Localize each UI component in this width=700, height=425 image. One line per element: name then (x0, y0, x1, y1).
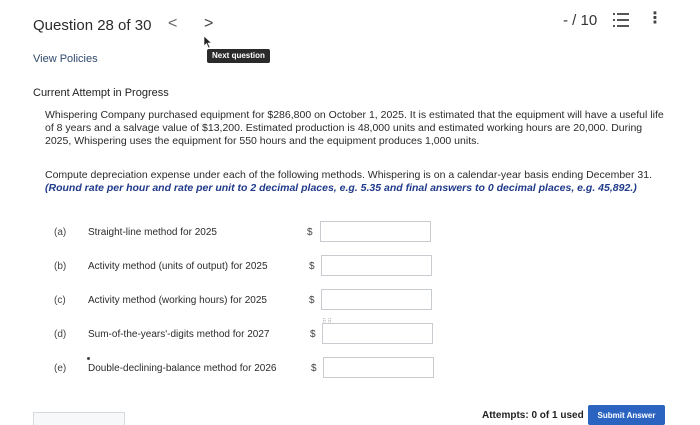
partial-button-stub[interactable] (33, 412, 125, 425)
attempts-counter: Attempts: 0 of 1 used (482, 410, 584, 421)
part-row-c (0, 289, 700, 315)
part-letter: (c) (54, 295, 66, 306)
part-letter: (b) (54, 261, 67, 272)
submit-answer-button[interactable]: Submit Answer (588, 405, 665, 425)
currency-symbol: $ (310, 329, 316, 340)
part-letter: (a) (54, 227, 67, 238)
next-question-icon[interactable]: > (204, 15, 214, 32)
question-counter: Question 28 of 30 (33, 17, 152, 34)
score-display: - / 10 (563, 12, 598, 29)
answer-input-c[interactable] (321, 289, 432, 310)
part-description: Straight-line method for 2025 (88, 227, 217, 238)
answer-input-a[interactable] (320, 221, 431, 242)
currency-symbol: $ (309, 295, 315, 306)
currency-symbol: $ (309, 261, 315, 272)
instruction-text: Compute depreciation expense under each of the following methods. Whispering is on a calendar-year basis ending December 31. (45, 169, 653, 181)
part-letter: (e) (54, 363, 67, 374)
part-description: Activity method (working hours) for 2025 (88, 295, 267, 306)
attempt-status-heading: Current Attempt in Progress (33, 87, 169, 99)
answer-input-e[interactable] (323, 357, 434, 378)
currency-symbol: $ (307, 227, 313, 238)
answer-input-d[interactable] (322, 323, 433, 344)
top-bar (0, 0, 700, 45)
next-question-tooltip: Next question (207, 49, 270, 63)
part-row-a (0, 221, 700, 247)
mouse-pointer-icon (203, 35, 213, 49)
currency-symbol: $ (311, 363, 317, 374)
part-row-d (0, 323, 700, 349)
answer-input-b[interactable] (321, 255, 432, 276)
part-letter: (d) (54, 329, 67, 340)
bullet-dot (87, 357, 90, 360)
previous-question-icon[interactable]: < (168, 15, 178, 32)
part-row-e (0, 357, 700, 383)
part-description: Sum-of-the-years'-digits method for 2027 (88, 329, 270, 340)
instructions (45, 169, 670, 195)
more-options-icon[interactable]: ⋮ (647, 10, 663, 27)
part-description: Double-declining-balance method for 2026 (88, 363, 277, 374)
rounding-note: (Round rate per hour and rate per unit to 2 decimal places, e.g. 5.35 and final answers to 0 decimal places, e.g. 45,892.) (45, 182, 637, 194)
part-row-b (0, 255, 700, 281)
problem-statement: Whispering Company purchased equipment for $286,800 on October 1, 2025. It is estimated that the equipment will have a useful life of 8 years and a salvage value of $13,200. Estimated production is 48,000 units and estimated working hours are 20,000. During 2025, Whispering uses the equipment for 550 hours and the equipment produces 1,000 units. (45, 109, 664, 147)
view-policies-link[interactable]: View Policies (33, 53, 98, 65)
drag-handle-icon: ⠿⠿ (322, 319, 333, 325)
part-description: Activity method (units of output) for 2025 (88, 261, 268, 272)
question-list-icon[interactable] (613, 11, 629, 29)
